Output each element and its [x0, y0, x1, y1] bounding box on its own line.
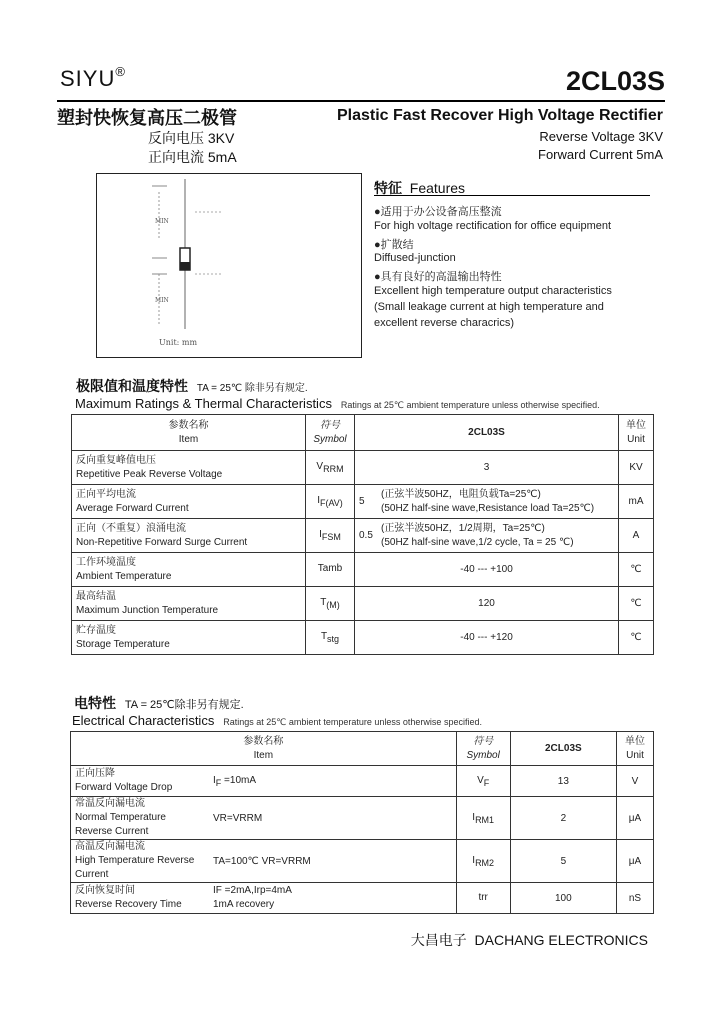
unit-cell: mA: [619, 485, 654, 519]
unit-cell: A: [619, 519, 654, 553]
value-cell: 5: [510, 840, 616, 883]
feature-line: (Small leakage current at high temperature and: [374, 301, 604, 313]
symbol-cell: $I_{RM2}$: [456, 840, 510, 883]
company-name-en: DACHANG ELECTRONICS: [474, 932, 648, 948]
reverse-voltage-en: Reverse Voltage 3KV: [539, 129, 663, 144]
feature-line: Excellent high temperature output characteristics: [374, 285, 612, 297]
value-cell: 3: [355, 451, 619, 485]
condition-cell: IF =2mA,Irp=4mA 1mA recovery: [209, 883, 456, 914]
condition-text: (正弦半波50HZ，电阻负载Ta=25℃): [381, 488, 541, 500]
item-cell: 反向恢复时间 Reverse Recovery Time: [71, 883, 210, 914]
header-item: 参数名称 Item: [71, 732, 457, 766]
table-header-row: [72, 415, 654, 451]
electrical-title-en: Electrical Characteristics: [72, 713, 215, 728]
max-ratings-condition: TA = 25℃ 除非另有规定.: [196, 383, 308, 394]
feature-line: For high voltage rectification for office equipment: [374, 220, 612, 232]
header-unit: 单位 Unit: [617, 732, 654, 766]
feature-line: ●具有良好的高温输出特性: [374, 271, 502, 283]
table-row: [72, 451, 654, 485]
electrical-title-cn: 电特性: [74, 695, 116, 711]
features-heading-cn: 特征: [374, 180, 402, 196]
item-cell: 常温反向漏电流 Normal Temperature Reverse Current: [71, 797, 210, 840]
feature-line: excellent reverse characrics): [374, 317, 514, 329]
brand-name: SIYU: [60, 66, 116, 91]
condition-text: (50HZ half-sine wave,1/2 cycle, Ta = 25 ℃): [381, 536, 574, 548]
header-symbol: 符号 Symbol: [456, 732, 510, 766]
electrical-table: [70, 731, 654, 914]
condition-cell: $I_F =10mA$: [209, 766, 456, 797]
header-part: 2CL03S: [510, 732, 616, 766]
title-en: Plastic Fast Recover High Voltage Rectifier: [336, 107, 663, 124]
max-ratings-title-en: Maximum Ratings & Thermal Characteristics: [75, 396, 332, 411]
symbol-cell: $V_F$: [456, 766, 510, 797]
header-unit: 单位 Unit: [619, 415, 654, 451]
part-number: 2CL03S: [565, 66, 665, 96]
value-cell: -40 --- +100: [355, 553, 619, 587]
value-cell: 13: [510, 766, 616, 797]
condition-text: (正弦半波50HZ，1/2周期，Ta=25℃): [381, 522, 545, 534]
unit-cell: ℃: [619, 553, 654, 587]
symbol-cell: Tamb: [306, 553, 355, 587]
item-cell: 贮存温度 Storage Temperature: [72, 621, 306, 655]
table-row: [72, 621, 654, 655]
unit-cell: ℃: [619, 621, 654, 655]
registered-mark: ®: [115, 64, 126, 79]
value-text: 0.5: [359, 530, 373, 541]
table-row: [72, 485, 654, 519]
value-text: 5: [359, 496, 365, 507]
header-part: 2CL03S: [355, 415, 619, 451]
units-label: Unit: mm: [159, 338, 198, 347]
symbol-cell: $V_{RRM}$: [306, 451, 355, 485]
symbol-cell: $I_{F(AV)}$: [306, 485, 355, 519]
symbol-cell: trr: [456, 883, 510, 914]
max-ratings-heading-en: [75, 395, 600, 413]
table-row: [71, 797, 654, 840]
table-header-row: [71, 732, 654, 766]
feature-line: Diffused-junction: [374, 252, 456, 264]
value-cell: [355, 519, 619, 553]
unit-cell: V: [617, 766, 654, 797]
table-row: [71, 840, 654, 883]
max-ratings-note: Ratings at 25℃ ambient temperature unless otherwise specified.: [340, 400, 600, 410]
item-cell: 最高结温 Maximum Junction Temperature: [72, 587, 306, 621]
header-symbol: 符号 Symbol: [306, 415, 355, 451]
company-footer: [411, 930, 648, 950]
condition-cell: VR=VRRM: [209, 797, 456, 840]
electrical-heading-cn: [74, 693, 244, 713]
features-divider: [374, 195, 650, 196]
lead-length-top-label: MIN: [155, 218, 169, 225]
max-ratings-title-cn: 极限值和温度特性: [76, 378, 188, 394]
max-ratings-table: [71, 414, 654, 655]
symbol-cell: $T_{stg}$: [306, 621, 355, 655]
item-cell: 正向平均电流 Average Forward Current: [72, 485, 306, 519]
feature-line: ●扩散结: [374, 239, 414, 251]
condition-cell: TA=100℃ VR=VRRM: [209, 840, 456, 883]
forward-current-en: Forward Current 5mA: [538, 147, 663, 162]
value-cell: -40 --- +120: [355, 621, 619, 655]
electrical-heading-en: [72, 712, 482, 730]
table-row: [71, 883, 654, 914]
value-cell: [355, 485, 619, 519]
table-row: [72, 553, 654, 587]
unit-cell: KV: [619, 451, 654, 485]
item-cell: 高温反向漏电流 High Temperature Reverse Current: [71, 840, 210, 883]
electrical-condition: TA = 25℃除非另有规定.: [124, 699, 244, 711]
unit-cell: nS: [617, 883, 654, 914]
diode-outline-drawing: [97, 174, 361, 357]
item-cell: 正向压降 Forward Voltage Drop: [71, 766, 210, 797]
symbol-cell: $I_{FSM}$: [306, 519, 355, 553]
table-row: [72, 519, 654, 553]
header-divider: [57, 100, 665, 102]
package-diagram: [96, 173, 362, 358]
title-cn: 塑封快恢复高压二极管: [57, 108, 237, 128]
unit-cell: μA: [617, 797, 654, 840]
feature-line: ●适用于办公设备高压整流: [374, 206, 502, 218]
value-cell: 120: [355, 587, 619, 621]
item-cell: 反向重复峰值电压 Repetitive Peak Reverse Voltage: [72, 451, 306, 485]
table-row: [71, 766, 654, 797]
value-cell: 100: [510, 883, 616, 914]
company-name-cn: 大昌电子: [410, 932, 467, 948]
condition-text: (50HZ half-sine wave,Resistance load Ta=25℃): [381, 502, 595, 514]
symbol-cell: $I_{RM1}$: [456, 797, 510, 840]
table-row: [72, 587, 654, 621]
reverse-voltage-cn: 反向电压 3KV: [148, 130, 235, 146]
value-cell: 2: [510, 797, 616, 840]
brand-logo: [60, 66, 126, 92]
max-ratings-heading-cn: [76, 376, 308, 396]
features-heading-en: Features: [409, 180, 466, 196]
symbol-cell: $T_{(M)}$: [306, 587, 355, 621]
header-item: 参数名称 Item: [72, 415, 306, 451]
electrical-note: Ratings at 25℃ ambient temperature unless otherwise specified.: [223, 717, 482, 727]
unit-cell: μA: [617, 840, 654, 883]
lead-length-bottom-label: MIN: [155, 297, 169, 304]
unit-cell: ℃: [619, 587, 654, 621]
forward-current-cn: 正向电流 5mA: [148, 149, 237, 165]
item-cell: 工作环境温度 Ambient Temperature: [72, 553, 306, 587]
item-cell: 正向（不重复）浪涌电流 Non-Repetitive Forward Surge Current: [72, 519, 306, 553]
